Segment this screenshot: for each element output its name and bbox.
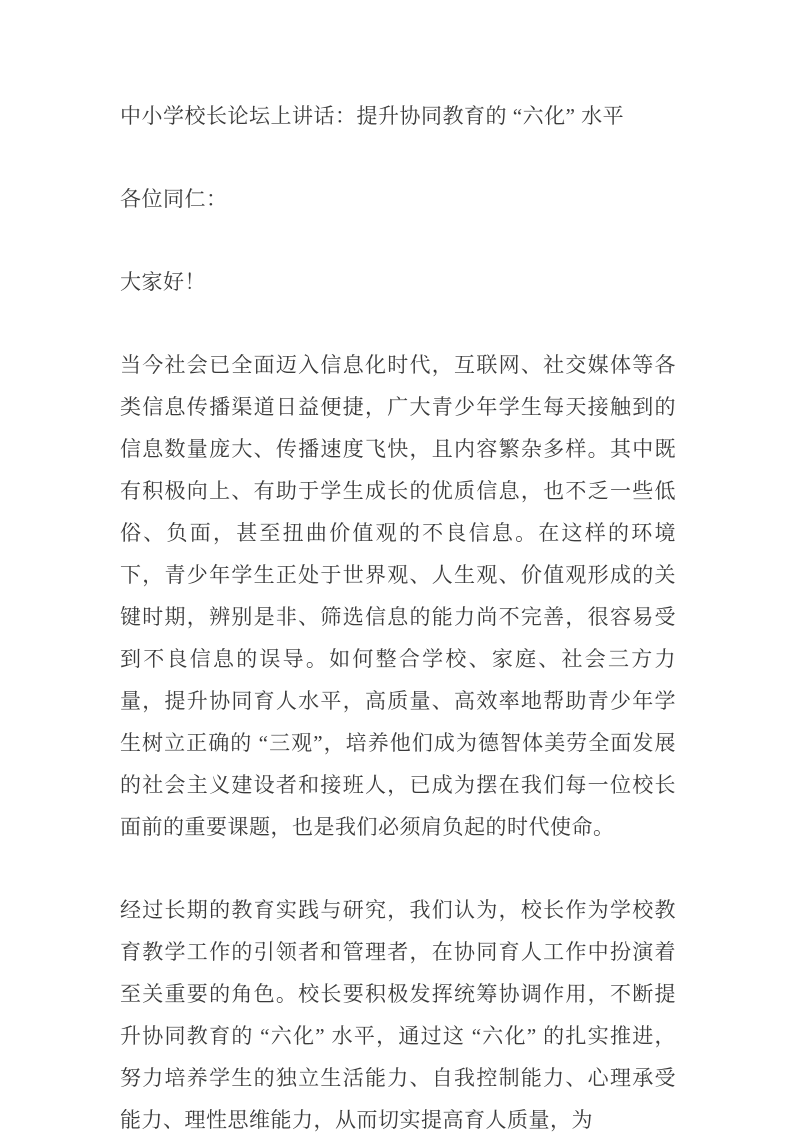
document-title: 中小学校长论坛上讲话：提升协同教育的 “六化” 水平 xyxy=(120,104,625,128)
body-paragraph-1: 当今社会已全面迈入信息化时代，互联网、社交媒体等各类信息传播渠道日益便捷，广大青少年学生每天接触到的信息数量庞大、传播速度飞快，且内容繁杂多样。其中既有积极向上、有助于学生成长的优质信息，也不乏一些低俗、负面，甚至扭曲价值观的不良信息。在这样的环境下，青少年学生正处于世界观、人生观、价值观形成的关键时期，辨别是非、筛选信息的能力尚不完善，很容易受到不良信息的误导。如何整合学校、家庭、社会三方力量，提升协同育人水平，高质量、高效率地帮助青少年学生树立正确的 “三观”，培养他们成为德智体美劳全面发展的社会主义建设者和接班人，已成为摆在我们每一位校长面前的重要课题，也是我们必须肩负起的时代使命。 xyxy=(120,353,676,839)
greeting-line: 大家好！ xyxy=(120,270,206,294)
salutation-line: 各位同仁： xyxy=(120,187,228,211)
body-paragraph-2: 经过长期的教育实践与研究，我们认为，校长作为学校教育教学工作的引领者和管理者，在协同育人工作中扮演着至关重要的角色。校长要积极发挥统筹协调作用，不断提升协同教育的 “六化” 水平，通过这 “六化” 的扎实推进，努力培养学生的独立生活能力、自我控制能力、心理承受能力、理性思维能力，从而切实提高育人质量，为 xyxy=(120,898,676,1132)
